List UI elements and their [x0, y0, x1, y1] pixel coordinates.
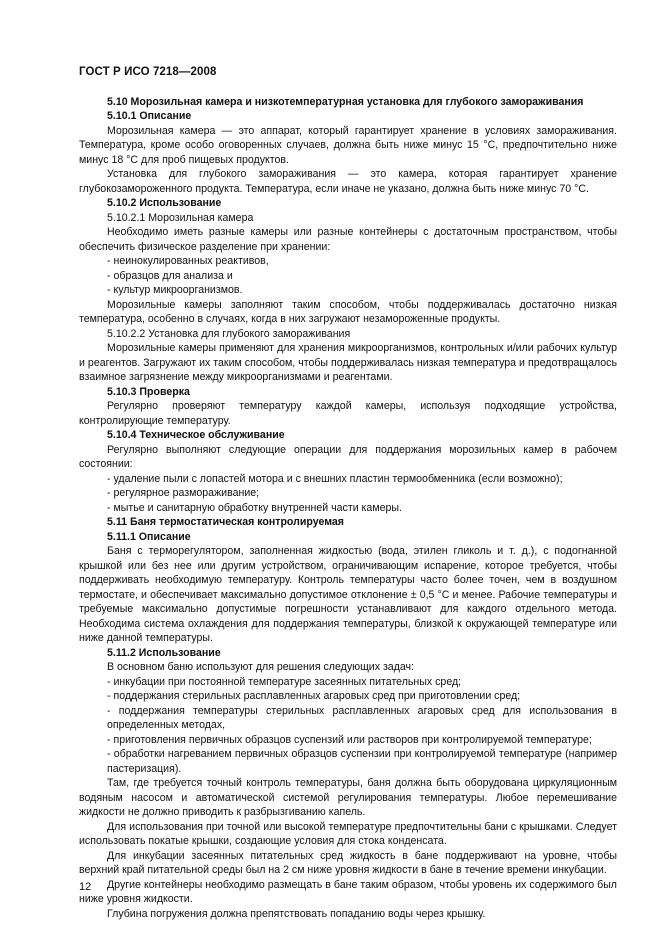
list-item: - обработки нагреванием первичных образцов суспензии при контролируемой температуре (например пастеризация).: [79, 747, 617, 776]
paragraph: Глубина погружения должна препятствовать попаданию воды через крышку.: [107, 907, 486, 920]
paragraph: Необходимо иметь разные камеры или разные контейнеры с достаточным пространством, чтобы обеспечить физическое разделение при хранении:: [79, 226, 617, 253]
page-header: ГОСТ Р ИСО 7218—2008: [79, 66, 217, 78]
section-heading: 5.10.2 Использование: [107, 197, 222, 209]
paragraph: Регулярно выполняют следующие операции для поддержания морозильных камер в рабочем состоянии:: [79, 443, 617, 470]
paragraph: В основном баню используют для решения следующих задач:: [107, 661, 414, 673]
document-body: [79, 95, 617, 922]
subsection-heading: 5.10.2.2 Установка для глубокого замораживания: [107, 327, 351, 340]
section-heading: 5.10.3 Проверка: [107, 385, 190, 398]
list-item: - поддержания температуры стерильных расплавленных агаровых сред для использования в определенных методах,: [79, 704, 617, 733]
section-heading: 5.10 Морозильная камера и низкотемпературная установка для глубокого замораживания: [107, 95, 584, 108]
page-number: 12: [79, 881, 92, 893]
list-item: - поддержания стерильных расплавленных агаровых сред при приготовлении сред;: [79, 689, 617, 704]
section-heading: 5.10.4 Техническое обслуживание: [107, 429, 285, 441]
list-item: - инкубации при постоянной температуре засеянных питательных сред;: [79, 675, 617, 690]
list-item: - образцов для анализа и: [79, 269, 617, 284]
section-heading: 5.11.1 Описание: [107, 530, 191, 543]
paragraph: Морозильные камеры заполняют таким способом, чтобы поддерживалась достаточно низкая температура, особенно в случаях, когда в них загружают незамороженные продукты.: [79, 298, 617, 325]
list-item: - приготовления первичных образцов суспензий или растворов при контролируемой температуре;: [79, 733, 617, 748]
section-heading: 5.11 Баня термостатическая контролируемая: [107, 516, 344, 528]
paragraph: Установка для глубокого замораживания — это камера, которая гарантирует хранение глубокозамороженного продукта. Температура, если иначе не указано, должна быть ниже минус 70 °С.: [79, 168, 617, 195]
section-heading: 5.10.1 Описание: [107, 110, 192, 122]
paragraph: Для использования при точной или высокой температуре предпочтительны бани с крышками. Следует использовать покатые крышки, создающие условия для стока конденсата.: [79, 820, 617, 847]
paragraph: Морозильные камеры применяют для хранения микроорганизмов, контрольных и/или рабочих культур и реагентов. Загружают их таким способом, чтобы поддерживалась низкая температура и предотвращалось взаимное загрязнение между микроорганизмами и реагентами.: [79, 342, 617, 383]
paragraph: Баня с терморегулятором, заполненная жидкостью (вода, этилен гликоль и т. д.), с подогнанной крышкой или без нее или другим устройством, ограничивающим испарение, которое требуется, чтобы поддерживать необходимую температуру. Контроль температуры часто более точен, чем в воздушном термостате, и обеспечивает максимально допустимое отклонение ± 0,5 °С и менее. Рабочие температуры и требуемые максимально допустимые погрешности устанавливают для каждого отдельного метода. Необходима система охлаждения для поддержания температуры, близкой к окружающей температуре или ниже данной температуры.: [79, 545, 617, 644]
list-item: - неинокулированных реактивов,: [79, 254, 617, 269]
paragraph: Там, где требуется точный контроль температуры, баня должна быть оборудована циркуляционным водяным насосом и автоматической системой регулирования температуры. Любое перемешивание жидкости не должно приводить к разбрызгиванию капель.: [79, 777, 617, 818]
paragraph: Другие контейнеры необходимо размещать в бане таким образом, чтобы уровень их содержимого был ниже уровня жидкости.: [79, 878, 617, 905]
section-heading: 5.11.2 Использование: [107, 646, 221, 659]
list-item: - регулярное размораживание;: [79, 486, 617, 501]
list-item: - культур микроорганизмов.: [79, 283, 617, 298]
subsection-heading: 5.10.2.1 Морозильная камера: [107, 211, 254, 224]
list-item: - удаление пыли с лопастей мотора и с внешних пластин термообменника (если возможно);: [79, 472, 617, 487]
paragraph: Морозильная камера — это аппарат, который гарантирует хранение в условиях замораживания. Температура, кроме особо оговоренных случаев, должна быть ниже минус 15 °С, предпочтительно ниже минус 18 °С для проб пищевых продуктов.: [79, 124, 617, 166]
paragraph: Для инкубации засеянных питательных сред жидкость в бане поддерживают на уровне, чтобы верхний край питательной среды был на 2 см ниже уровня жидкости в бане в течение времени инкубации.: [79, 849, 617, 876]
list-item: - мытье и санитарную обработку внутренней части камеры.: [79, 501, 617, 516]
paragraph: Регулярно проверяют температуру каждой камеры, используя подходящие устройства, контролирующие температуру.: [79, 400, 617, 427]
